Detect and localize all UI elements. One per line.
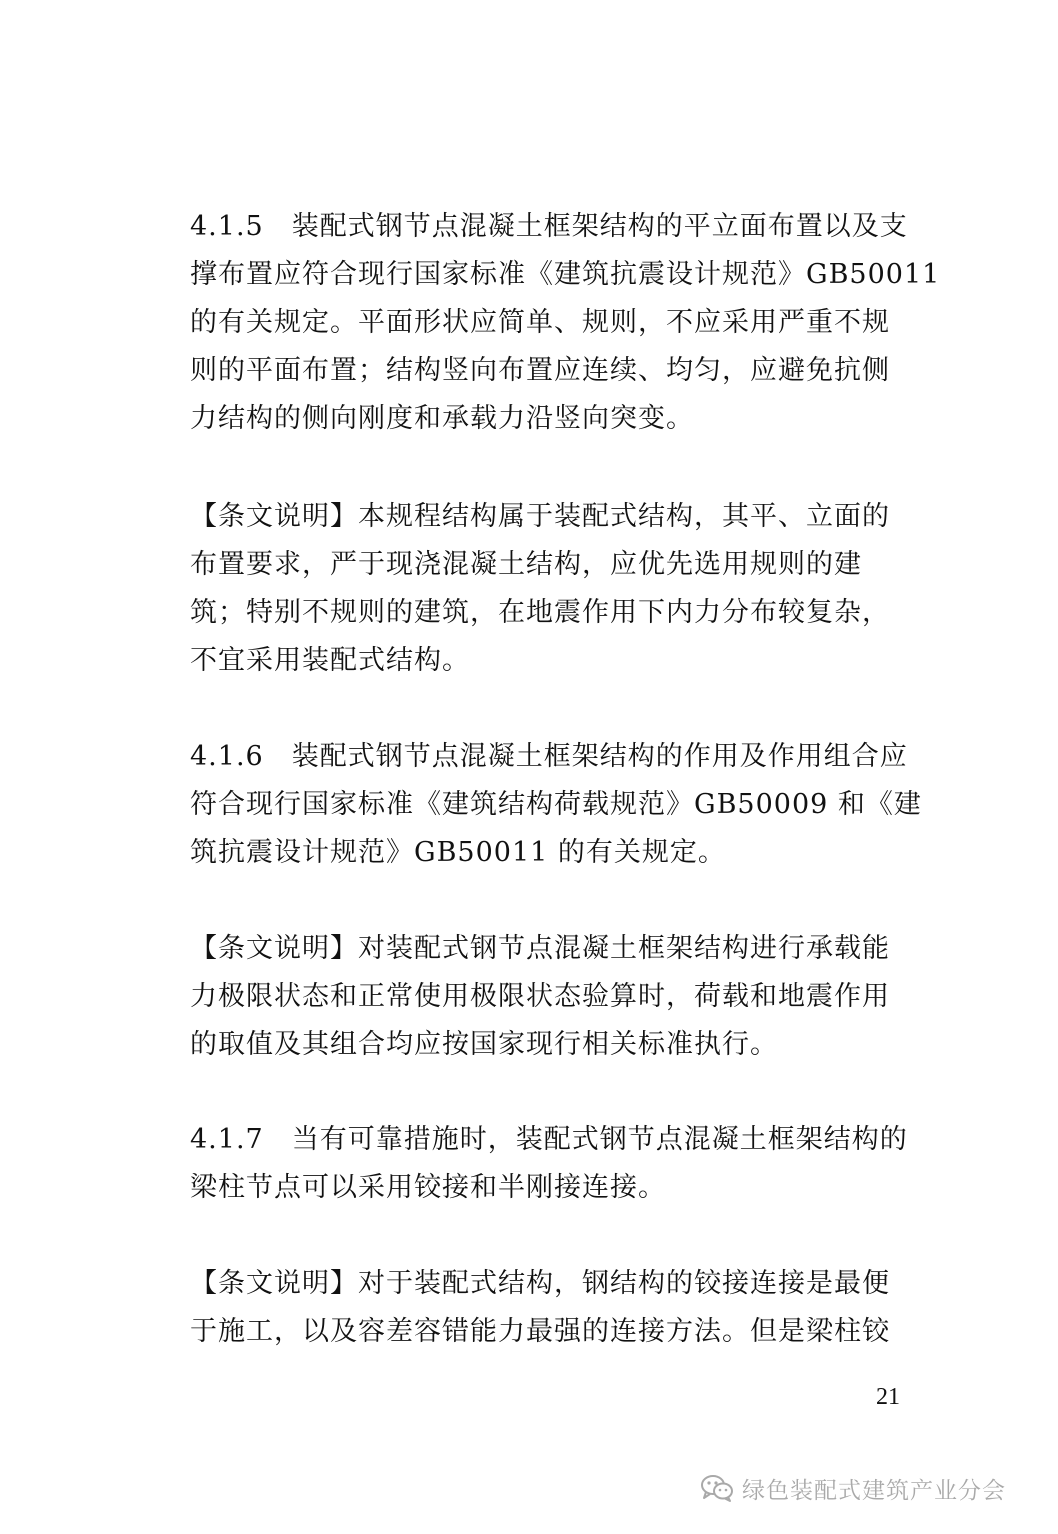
text-line: 筑；特别不规则的建筑，在地震作用下内力分布较复杂， — [190, 597, 890, 628]
text-line: 梁柱节点可以采用铰接和半刚接连接。 — [190, 1172, 666, 1203]
text-line: 4.1.6 装配式钢节点混凝土框架结构的作用及作用组合应 — [190, 741, 908, 772]
text-line: 的取值及其组合均应按国家现行相关标准执行。 — [190, 1029, 778, 1060]
text-line: 则的平面布置；结构竖向布置应连续、均匀，应避免抗侧 — [190, 355, 890, 386]
text-line: 布置要求，严于现浇混凝土结构，应优先选用规则的建 — [190, 549, 862, 580]
text-line: 【条文说明】对装配式钢节点混凝土框架结构进行承载能 — [190, 933, 890, 964]
text-line: 力极限状态和正常使用极限状态验算时，荷载和地震作用 — [190, 981, 890, 1012]
explanation-4-1-5 — [190, 493, 910, 685]
clause-4-1-7 — [190, 1116, 910, 1212]
text-line: 【条文说明】对于装配式结构，钢结构的铰接连接是最便 — [190, 1268, 890, 1299]
explanation-4-1-7 — [190, 1260, 910, 1356]
text-line: 筑抗震设计规范》GB50011 的有关规定。 — [190, 837, 726, 868]
text-line: 撑布置应符合现行国家标准《建筑抗震设计规范》GB50011 — [190, 259, 941, 290]
text-line: 4.1.7 当有可靠措施时，装配式钢节点混凝土框架结构的 — [190, 1124, 908, 1155]
clause-4-1-5 — [190, 203, 941, 443]
text-line: 的有关规定。平面形状应简单、规则，不应采用严重不规 — [190, 307, 890, 338]
text-line: 不宜采用装配式结构。 — [190, 645, 470, 676]
text-line: 力结构的侧向刚度和承载力沿竖向突变。 — [190, 403, 694, 434]
page-number: 21 — [876, 1384, 900, 1410]
wechat-icon — [700, 1473, 734, 1503]
explanation-4-1-6 — [190, 925, 910, 1069]
text-line: 4.1.5 装配式钢节点混凝土框架结构的平立面布置以及支 — [190, 211, 908, 242]
text-line: 符合现行国家标准《建筑结构荷载规范》GB50009 和《建 — [190, 789, 922, 820]
watermark — [700, 1468, 1006, 1508]
text-line: 【条文说明】本规程结构属于装配式结构，其平、立面的 — [190, 501, 890, 532]
text-line: 于施工，以及容差容错能力最强的连接方法。但是梁柱铰 — [190, 1316, 890, 1347]
clause-4-1-6 — [190, 733, 922, 877]
watermark-text: 绿色装配式建筑产业分会 — [742, 1477, 1006, 1504]
